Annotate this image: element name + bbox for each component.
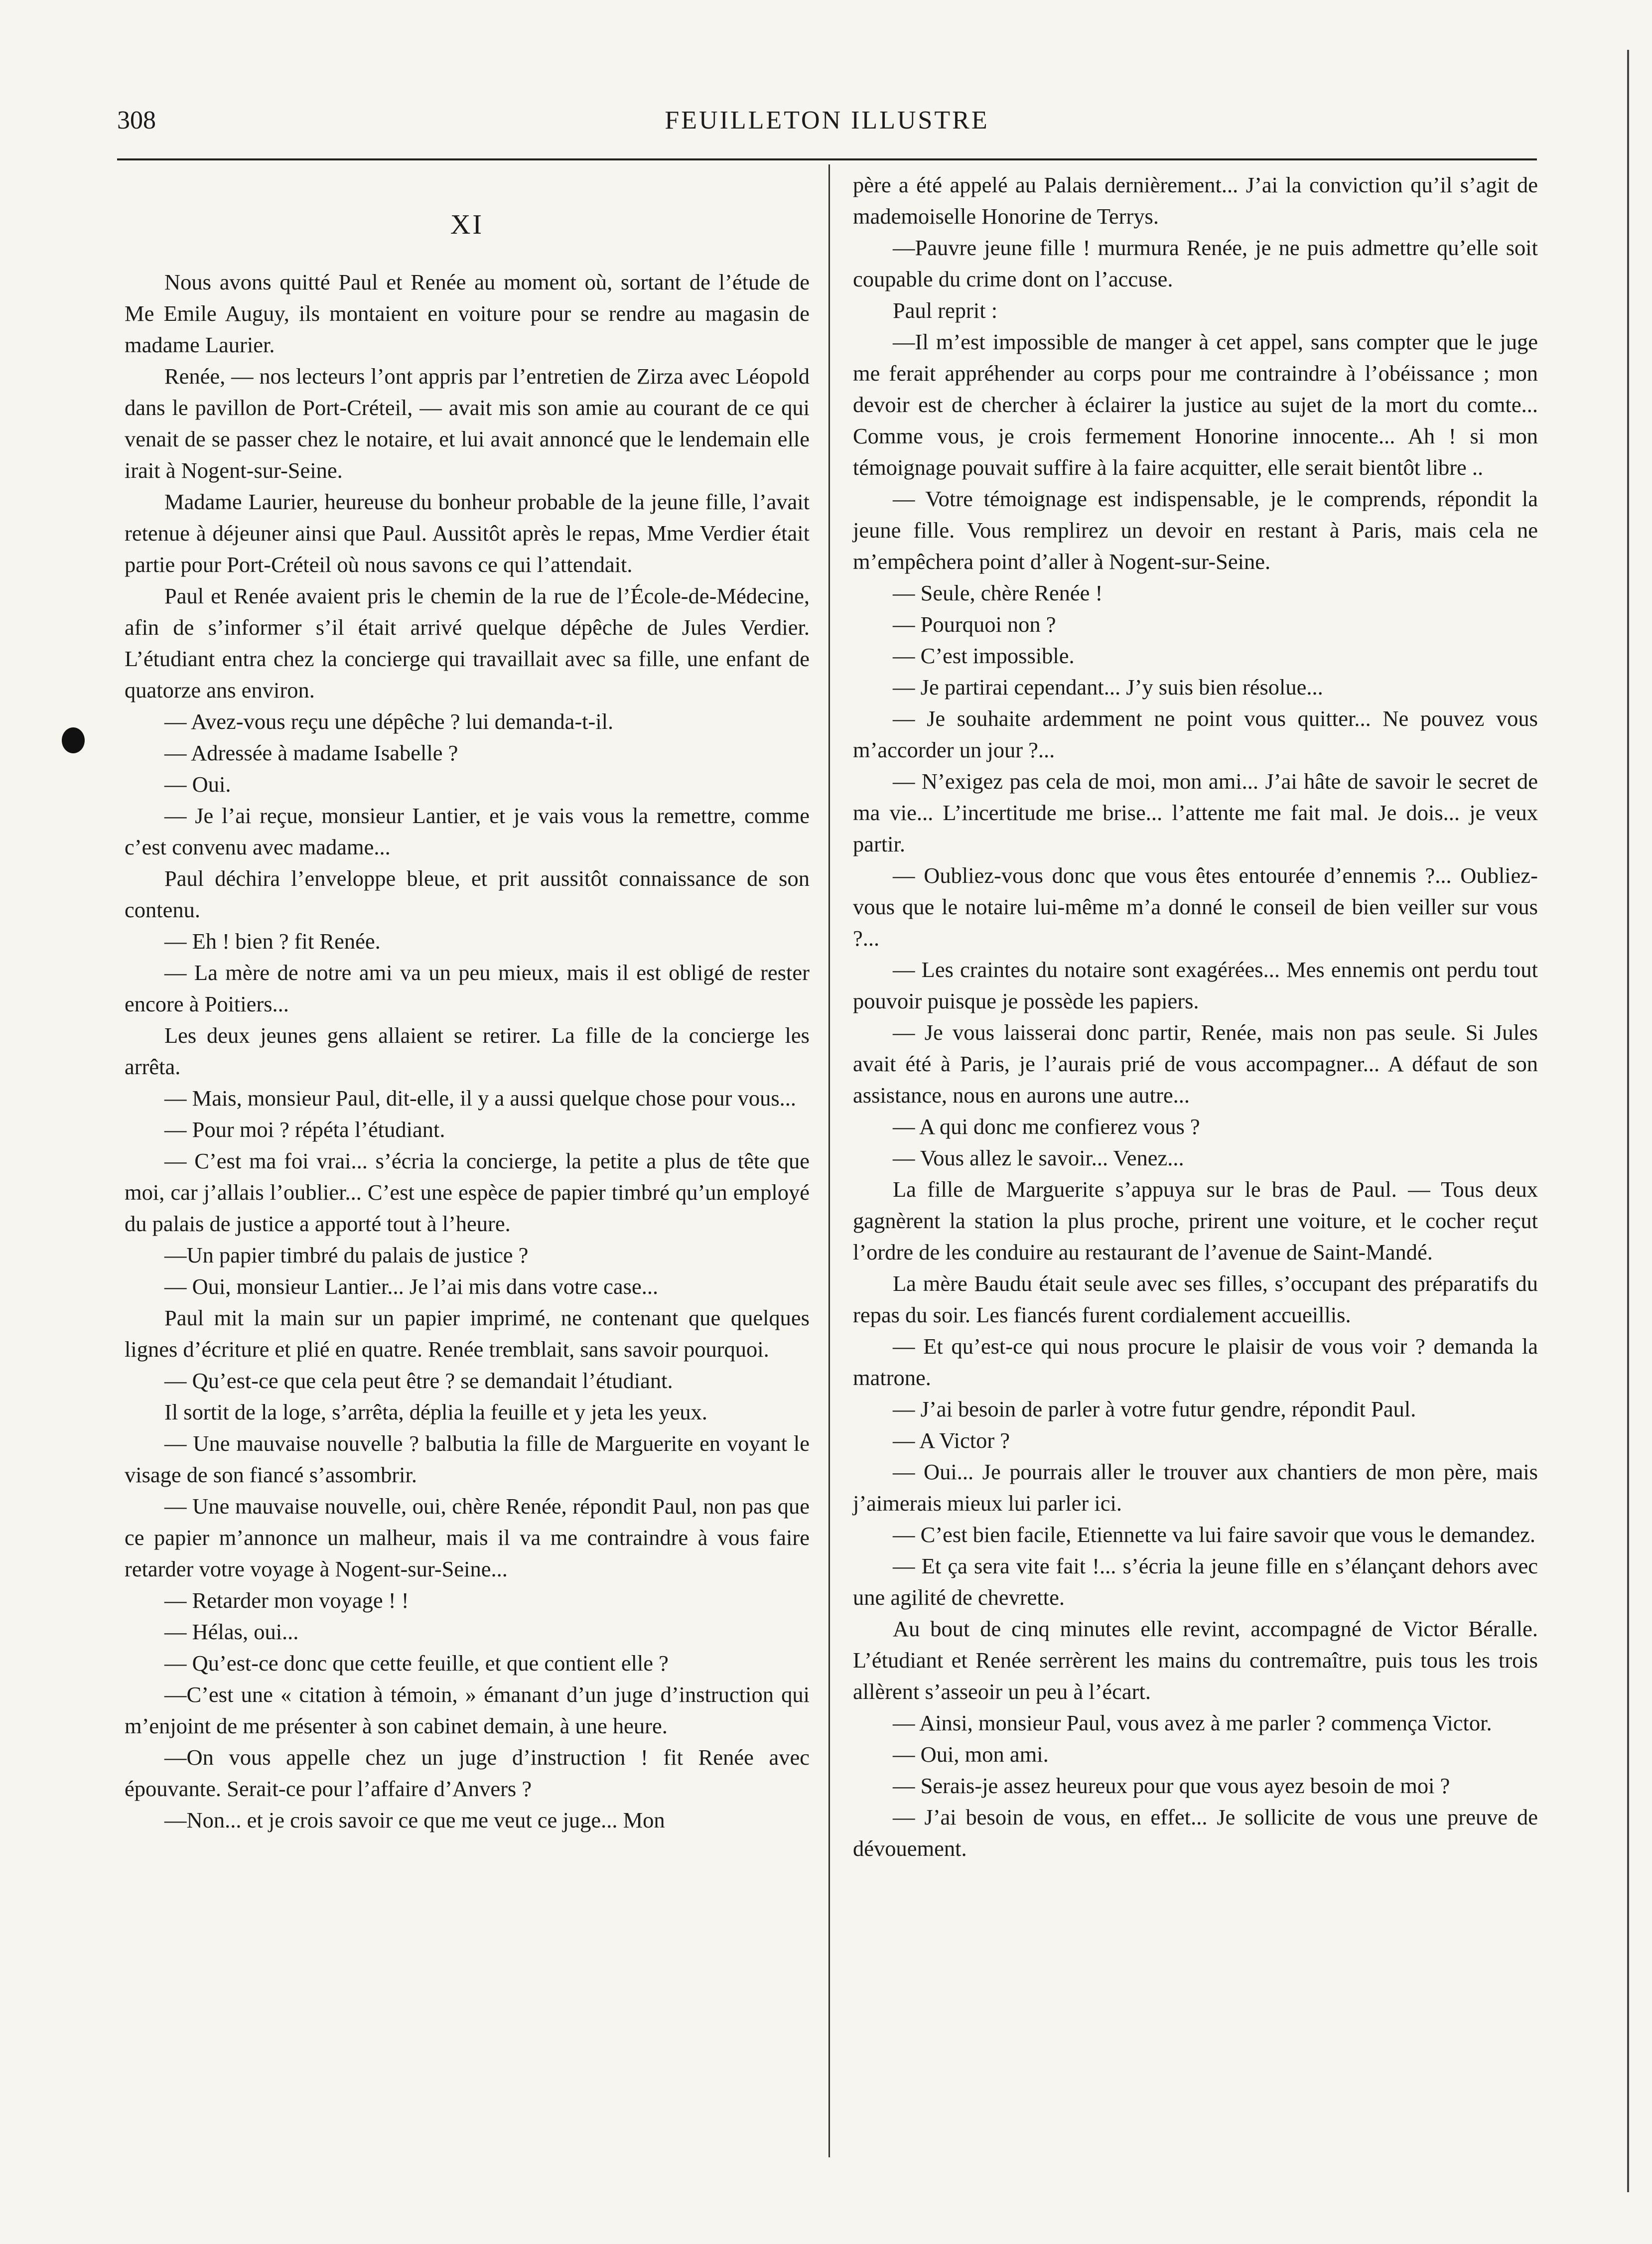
left-column (125, 169, 810, 1836)
paragraph: — Je souhaite ardemment ne point vous quitter... Ne pouvez vous m’accorder un jour ?... (853, 706, 1538, 762)
paragraph: — Je l’ai reçue, monsieur Lantier, et je vais vous la remettre, comme c’est convenu avec madame... (125, 803, 810, 859)
paragraph: — Oui, mon ami. (893, 1742, 1049, 1767)
paragraph: Paul et Renée avaient pris le chemin de la rue de l’École-de-Médecine, afin de s’informer s’il était arrivé quelque dépêche de Jules Verdier. L’étudiant entra chez la concierge qui travaillait avec sa fille, une enfant de quatorze ans environ. (125, 583, 810, 702)
page-number: 308 (117, 106, 156, 135)
paragraph: — Adressée à madame Isabelle ? (164, 740, 458, 765)
paragraph: —Un papier timbré du palais de justice ? (164, 1243, 529, 1267)
paragraph: — Oui. (164, 772, 231, 797)
paragraph: — Je vous laisserai donc partir, Renée, mais non pas seule. Si Jules avait été à Paris, je l’aurais prié de vous accompagner... A défaut de son assistance, nous en aurons une autre... (853, 1020, 1538, 1108)
paragraph: —Non... et je crois savoir ce que me veut ce juge... Mon (164, 1808, 665, 1832)
paragraph: — Retarder mon voyage ! ! (164, 1588, 409, 1613)
paragraph: — Ainsi, monsieur Paul, vous avez à me parler ? commença Victor. (893, 1710, 1492, 1735)
paragraph: — Une mauvaise nouvelle, oui, chère Renée, répondit Paul, non pas que ce papier m’annonce un malheur, mais il va me contraindre à vous faire retarder votre voyage à Nogent-sur-Seine... (125, 1494, 810, 1581)
paragraph: —C’est une « citation à témoin, » émanant d’un juge d’instruction qui m’enjoint de me présenter à son cabinet demain, à une heure. (125, 1682, 810, 1738)
paragraph: Renée, — nos lecteurs l’ont appris par l’entretien de Zirza avec Léopold dans le pavillon de Port-Créteil, — avait mis son amie au courant de ce qui venait de se passer chez le notaire, et lui avait annoncé que le lendemain elle irait à Nogent-sur-Seine. (125, 364, 810, 483)
paragraph: —Pauvre jeune fille ! murmura Renée, je ne puis admettre qu’elle soit coupable du crime dont on l’accuse. (853, 235, 1538, 291)
paragraph: —On vous appelle chez un juge d’instruction ! fit Renée avec épouvante. Serait-ce pour l’affaire d’Anvers ? (125, 1745, 810, 1801)
paragraph: — Une mauvaise nouvelle ? balbutia la fille de Marguerite en voyant le visage de son fiancé s’assombrir. (125, 1431, 810, 1487)
paragraph: — N’exigez pas cela de moi, mon ami... J’ai hâte de savoir le secret de ma vie... L’incertitude me brise... l’attente me fait mal. Je dois... je veux partir. (853, 769, 1538, 856)
paragraph: — Qu’est-ce donc que cette feuille, et que contient elle ? (164, 1651, 669, 1676)
paragraph: — Pour moi ? répéta l’étudiant. (164, 1117, 445, 1142)
paragraph: Il sortit de la loge, s’arrêta, déplia la feuille et y jeta les yeux. (164, 1400, 707, 1424)
paragraph: — C’est ma foi vrai... s’écria la concierge, la petite a plus de tête que moi, car j’allais l’oublier... C’est une espèce de papier timbré qu’un employé du palais de justice a apporté tout à l’heure. (125, 1148, 810, 1236)
paragraph: — A Victor ? (893, 1428, 1010, 1453)
paragraph: — Et ça sera vite fait !... s’écria la jeune fille en s’élançant dehors avec une agilité de chevrette. (853, 1553, 1538, 1610)
paragraph: — Les craintes du notaire sont exagérées... Mes ennemis ont perdu tout pouvoir puisque je possède les papiers. (853, 957, 1538, 1013)
column-divider (828, 164, 830, 2157)
paragraph: — La mère de notre ami va un peu mieux, mais il est obligé de rester encore à Poitiers... (125, 960, 810, 1016)
paragraph: Paul déchira l’enveloppe bleue, et prit aussitôt connaissance de son contenu. (125, 866, 810, 922)
paragraph: — Eh ! bien ? fit Renée. (164, 929, 381, 954)
paragraph: — Seule, chère Renée ! (893, 580, 1103, 605)
paragraph: — J’ai besoin de parler à votre futur gendre, répondit Paul. (893, 1397, 1416, 1421)
paragraph: — Serais-je assez heureux pour que vous ayez besoin de moi ? (893, 1773, 1450, 1798)
paragraph: — Vous allez le savoir... Venez... (893, 1145, 1184, 1170)
right-column (853, 169, 1538, 1864)
running-title: FEUILLETON ILLUSTRE (665, 106, 989, 135)
page-edge-line (1627, 50, 1629, 2192)
paragraph: Paul mit la main sur un papier imprimé, ne contenant que quelques lignes d’écriture et plié en quatre. Renée tremblait, sans savoir pourquoi. (125, 1305, 810, 1362)
paragraph: — Qu’est-ce que cela peut être ? se demandait l’étudiant. (164, 1368, 673, 1393)
ink-blot (62, 727, 85, 753)
paragraph: — Oui... Je pourrais aller le trouver aux chantiers de mon père, mais j’aimerais mieux lui parler ici. (853, 1459, 1538, 1516)
paragraph: — Votre témoignage est indispensable, je le comprends, répondit la jeune fille. Vous remplirez un devoir en restant à Paris, mais cela ne m’empêchera point d’aller à Nogent-sur-Seine. (853, 486, 1538, 574)
paragraph: — C’est bien facile, Etiennette va lui faire savoir que vous le demandez. (893, 1522, 1536, 1547)
page-header (117, 106, 1537, 145)
paragraph: Madame Laurier, heureuse du bonheur probable de la jeune fille, l’avait retenue à déjeuner ainsi que Paul. Aussitôt après le repas, Mme Verdier était partie pour Port-Créteil où nous savons ce qui l’attendait. (125, 489, 810, 577)
paragraph: — Mais, monsieur Paul, dit-elle, il y a aussi quelque chose pour vous... (164, 1086, 797, 1111)
paragraph: — C’est impossible. (893, 643, 1075, 668)
paragraph: Au bout de cinq minutes elle revint, accompagné de Victor Béralle. L’étudiant et Renée serrèrent les mains du contremaître, puis tous les trois allèrent s’asseoir un peu à l’écart. (853, 1616, 1538, 1704)
paragraph: — Pourquoi non ? (893, 612, 1056, 637)
paragraph: — Et qu’est-ce qui nous procure le plaisir de vous voir ? demanda la matrone. (853, 1334, 1538, 1390)
paragraph: — Avez-vous reçu une dépêche ? lui demanda-t-il. (164, 709, 614, 734)
header-rule (117, 158, 1537, 160)
paragraph: — J’ai besoin de vous, en effet... Je sollicite de vous une preuve de dévouement. (853, 1805, 1538, 1861)
paragraph: — A qui donc me confierez vous ? (893, 1114, 1200, 1139)
paragraph: — Oubliez-vous donc que vous êtes entourée d’ennemis ?... Oubliez-vous que le notaire lui-même m’a donné le conseil de bien veiller sur vous ?... (853, 863, 1538, 951)
paragraph: Les deux jeunes gens allaient se retirer. La fille de la concierge les arrêta. (125, 1023, 810, 1079)
paragraph: — Hélas, oui... (164, 1619, 299, 1644)
paragraph: Paul reprit : (893, 298, 998, 323)
paragraph: père a été appelé au Palais dernièrement... J’ai la conviction qu’il s’agit de mademoiselle Honorine de Terrys. (853, 172, 1538, 229)
paragraph: —Il m’est impossible de manger à cet appel, sans compter que le juge me ferait appréhender au corps pour me contraindre à l’obéissance ; mon devoir est de chercher à éclairer la justice au sujet de la mort du comte... Comme vous, je crois fermement Honorine innocente... Ah ! si mon témoignage pouvait suffire à la faire acquitter, elle serait bientôt libre .. (853, 329, 1538, 480)
paragraph: La fille de Marguerite s’appuya sur le bras de Paul. — Tous deux gagnèrent la station la plus proche, prirent une voiture, et le cocher reçut l’ordre de les conduire au restaurant de l’avenue de Saint-Mandé. (853, 1177, 1538, 1264)
paragraph: La mère Baudu était seule avec ses filles, s’occupant des préparatifs du repas du soir. Les fiancés furent cordialement accueillis. (853, 1271, 1538, 1327)
paragraph: — Oui, monsieur Lantier... Je l’ai mis dans votre case... (164, 1274, 659, 1299)
chapter-heading: XI (450, 209, 484, 240)
paragraph: — Je partirai cependant... J’y suis bien résolue... (893, 675, 1323, 700)
paragraph: Nous avons quitté Paul et Renée au moment où, sortant de l’étude de Me Emile Auguy, ils montaient en voiture pour se rendre au magasin de madame Laurier. (125, 270, 810, 357)
